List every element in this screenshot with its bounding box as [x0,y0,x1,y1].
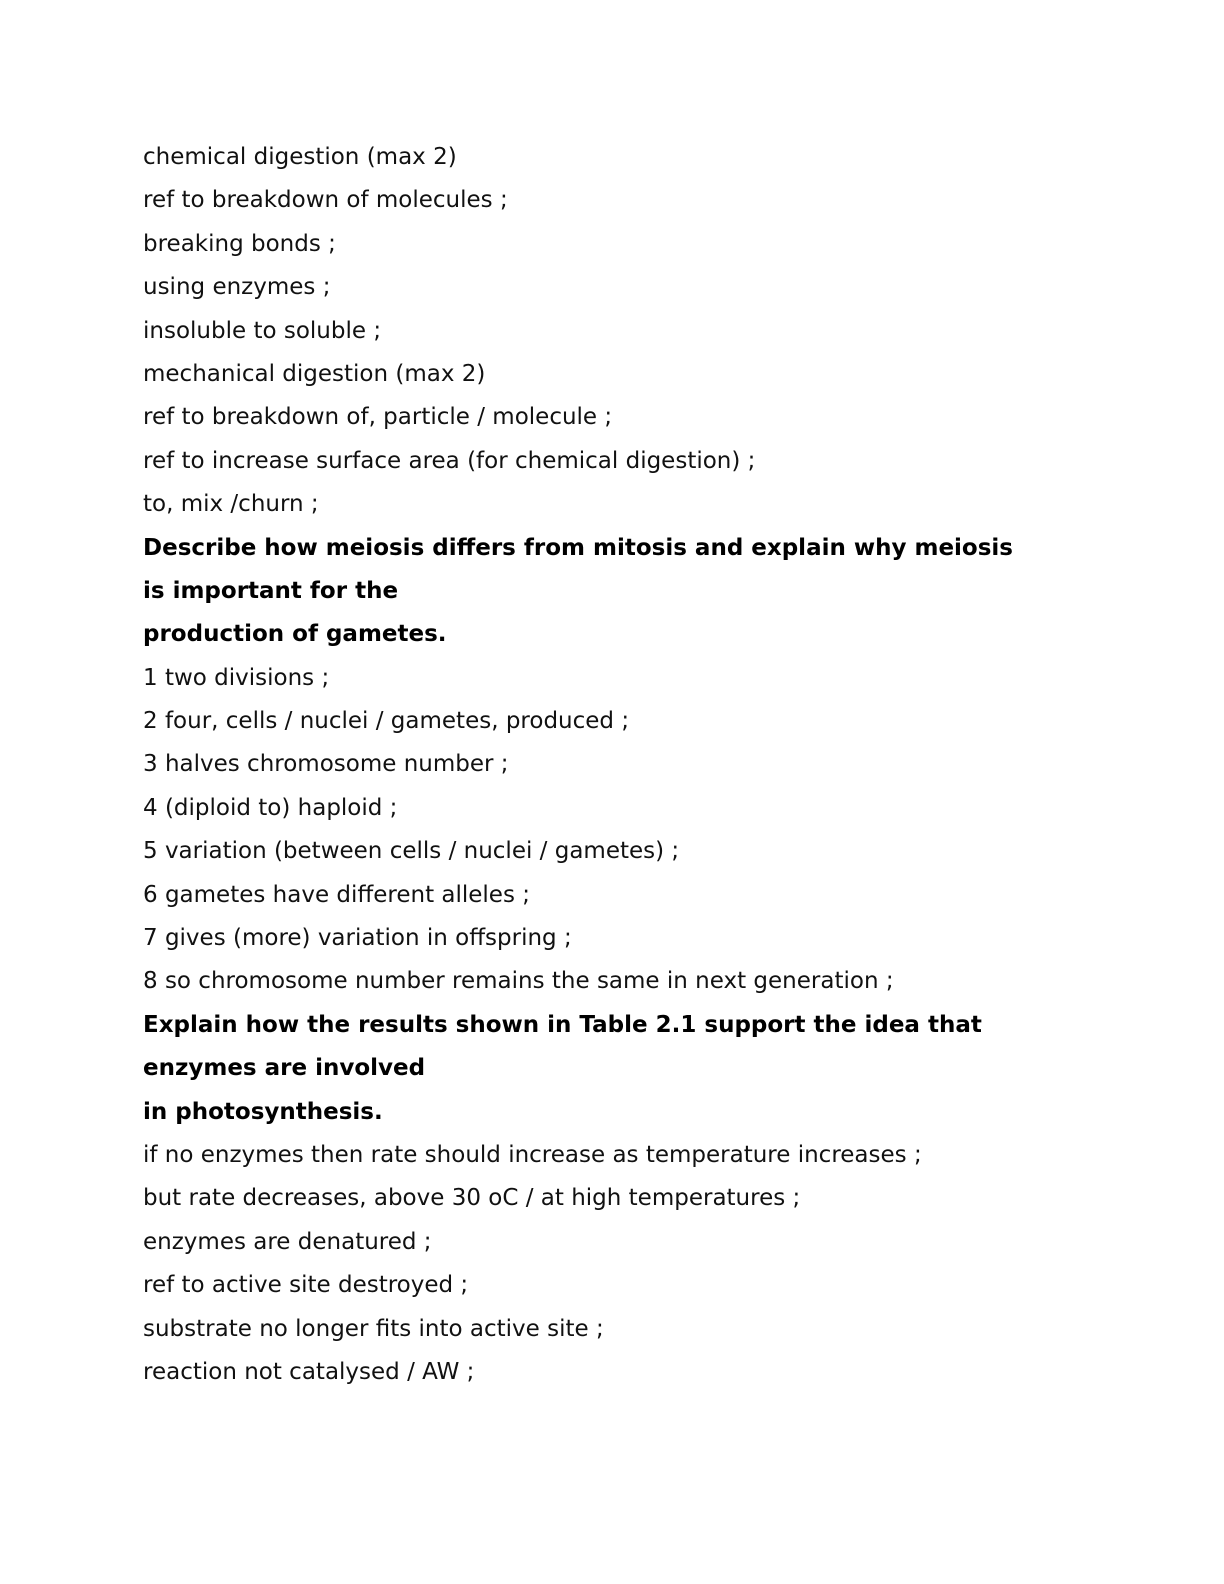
text-line: breaking bonds ; [143,230,336,257]
text-line: 3 halves chromosome number ; [143,751,509,778]
text-line: ref to breakdown of molecules ; [143,187,508,214]
question-heading-line: enzymes are involved [143,1055,426,1082]
question-heading-line: production of gametes. [143,621,447,648]
question-heading-line: Describe how meiosis differs from mitosis and explain why meiosis [143,534,1013,561]
text-line: substrate no longer fits into active site ; [143,1315,604,1342]
text-line: ref to active site destroyed ; [143,1272,469,1299]
text-line: 6 gametes have different alleles ; [143,881,531,908]
text-line: if no enzymes then rate should increase as temperature increases ; [143,1141,922,1168]
text-line: using enzymes ; [143,274,331,301]
text-line: enzymes are denatured ; [143,1228,432,1255]
text-line: 1 two divisions ; [143,664,330,691]
text-line: 5 variation (between cells / nuclei / gametes) ; [143,838,680,865]
text-line: ref to breakdown of, particle / molecule ; [143,404,613,431]
question-heading-line: Explain how the results shown in Table 2.1 support the idea that [143,1011,982,1038]
question-heading-line: is important for the [143,577,399,604]
text-line: 2 four, cells / nuclei / gametes, produced ; [143,708,630,735]
text-line: 7 gives (more) variation in offspring ; [143,925,572,952]
question-heading-line: in photosynthesis. [143,1098,383,1125]
text-line: reaction not catalysed / AW ; [143,1358,475,1385]
text-line: but rate decreases, above 30 oC / at high temperatures ; [143,1185,801,1212]
document-page [143,136,1103,1394]
text-line: mechanical digestion (max 2) [143,360,486,387]
text-line: 4 (diploid to) haploid ; [143,794,398,821]
text-line: chemical digestion (max 2) [143,144,457,170]
text-line: 8 so chromosome number remains the same in next generation ; [143,968,894,995]
text-line: ref to increase surface area (for chemical digestion) ; [143,447,756,474]
text-line: insoluble to soluble ; [143,317,382,344]
text-line: to, mix /churn ; [143,491,319,518]
